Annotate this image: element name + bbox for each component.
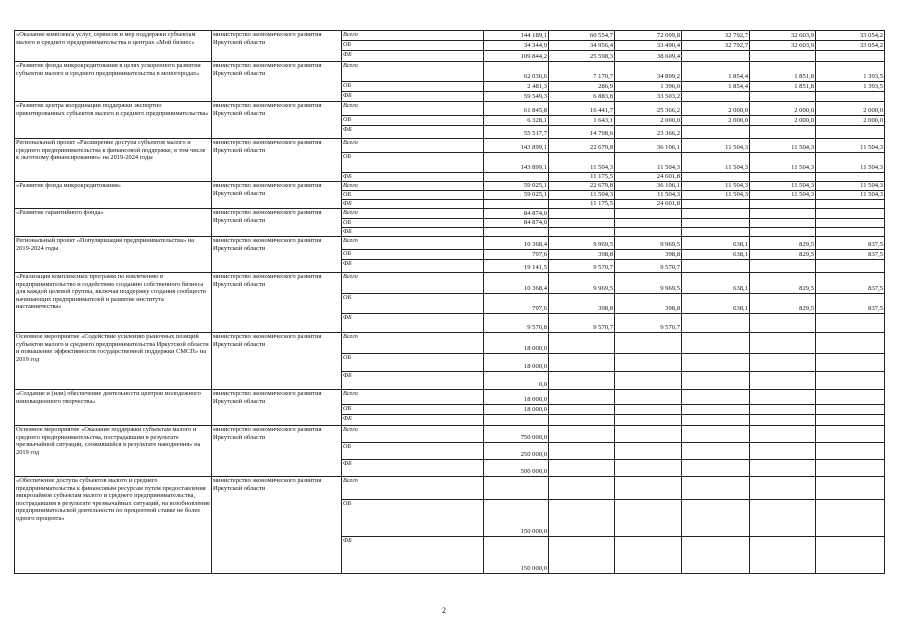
table-row: [15, 209, 885, 219]
amount-cell: [549, 209, 615, 219]
amount-cell: [750, 200, 816, 209]
funding-source-label: Всего: [342, 62, 484, 82]
amount-cell: 398,8: [549, 294, 615, 314]
amount-cell: 60 554,7: [549, 31, 615, 41]
measure-name: «Создание и (или) обеспечение деятельности центров молодежного инновационного творчества»: [15, 390, 212, 426]
amount-cell: [615, 500, 682, 537]
amount-cell: 7 170,7: [549, 62, 615, 82]
amount-cell: 10 368,4: [484, 237, 549, 250]
funding-source-label: ФБ: [342, 228, 484, 237]
amount-cell: [615, 405, 682, 415]
amount-cell: [682, 500, 750, 537]
amount-cell: [816, 477, 885, 500]
amount-cell: [615, 460, 682, 477]
amount-cell: 9 570,7: [549, 260, 615, 273]
amount-cell: 1 854,4: [682, 82, 750, 92]
amount-cell: 2 000,0: [750, 102, 816, 116]
amount-cell: 2 000,0: [816, 116, 885, 126]
amount-cell: 1 393,5: [816, 82, 885, 92]
amount-cell: [750, 415, 816, 426]
amount-cell: 36 106,1: [615, 139, 682, 153]
amount-cell: 33 490,4: [615, 41, 682, 51]
amount-cell: [615, 390, 682, 405]
amount-cell: 18 000,0: [484, 390, 549, 405]
amount-cell: [750, 460, 816, 477]
amount-cell: [549, 354, 615, 372]
amount-cell: 2 000,0: [615, 116, 682, 126]
amount-cell: [682, 260, 750, 273]
amount-cell: 84 874,0: [484, 209, 549, 219]
amount-cell: 11 504,3: [549, 191, 615, 200]
amount-cell: 144 189,1: [484, 31, 549, 41]
amount-cell: 32 792,7: [682, 41, 750, 51]
measure-name: Основное мероприятие «Содействие усилению рыночных позиций субъектов малого и среднего предпринимательства Иркутской области и повышение эффективности государственной поддержки СМСП» на 2019 год: [15, 333, 212, 390]
amount-cell: 829,5: [750, 273, 816, 294]
measure-name: «Реализация комплексных программ по вовлечению в предпринимательство и содействию созданию собственного бизнеса для каждой целевой группы, включая поддержку создания сообществ начинающих предпринимателей и развитие института наставничества»: [15, 273, 212, 333]
amount-cell: [816, 126, 885, 139]
amount-cell: [682, 51, 750, 62]
amount-cell: 1 396,0: [615, 82, 682, 92]
amount-cell: 23 366,2: [615, 126, 682, 139]
amount-cell: 22 679,8: [549, 182, 615, 191]
amount-cell: 11 504,3: [816, 182, 885, 191]
funding-source-label: Всего: [342, 426, 484, 443]
amount-cell: [750, 126, 816, 139]
funding-source-label: Всего: [342, 273, 484, 294]
amount-cell: 36 106,1: [615, 182, 682, 191]
amount-cell: 1 851,8: [750, 82, 816, 92]
measure-name: «Оказание комплекса услуг, сервисов и мер поддержки субъектам малого и среднего предпринимательства в центрах «Мой бизнес»: [15, 31, 212, 62]
amount-cell: 9 969,5: [615, 237, 682, 250]
amount-cell: [816, 500, 885, 537]
funding-source-label: ФБ: [342, 200, 484, 209]
amount-cell: [615, 537, 682, 574]
funding-source-label: Всего: [342, 333, 484, 354]
funding-source-label: ОБ: [342, 443, 484, 460]
amount-cell: 59 549,3: [484, 92, 549, 102]
amount-cell: 25 366,2: [615, 102, 682, 116]
executor-name: министерство экономического развития Иркутской области: [212, 209, 342, 237]
amount-cell: [682, 390, 750, 405]
amount-cell: [549, 460, 615, 477]
budget-table: [14, 30, 885, 574]
amount-cell: [816, 426, 885, 443]
executor-name: министерство экономического развития Иркутской области: [212, 390, 342, 426]
amount-cell: [615, 219, 682, 228]
executor-name: министерство экономического развития Иркутской области: [212, 102, 342, 139]
amount-cell: [816, 415, 885, 426]
amount-cell: 61 845,8: [484, 102, 549, 116]
amount-cell: [750, 51, 816, 62]
amount-cell: [682, 415, 750, 426]
funding-source-label: ОБ: [342, 250, 484, 260]
amount-cell: 24 601,8: [615, 173, 682, 182]
amount-cell: 1 643,1: [549, 116, 615, 126]
amount-cell: 638,1: [682, 237, 750, 250]
amount-cell: 24 601,8: [615, 200, 682, 209]
amount-cell: [484, 200, 549, 209]
amount-cell: 14 798,6: [549, 126, 615, 139]
amount-cell: [750, 260, 816, 273]
amount-cell: 9 570,7: [615, 314, 682, 333]
amount-cell: [682, 354, 750, 372]
table-row: [15, 237, 885, 250]
amount-cell: [682, 314, 750, 333]
amount-cell: [816, 200, 885, 209]
amount-cell: [750, 333, 816, 354]
funding-source-label: ФБ: [342, 372, 484, 390]
amount-cell: 1 854,4: [682, 62, 750, 82]
amount-cell: [682, 209, 750, 219]
amount-cell: [615, 372, 682, 390]
amount-cell: 2 000,0: [682, 102, 750, 116]
amount-cell: 797,6: [484, 294, 549, 314]
amount-cell: 1 393,5: [816, 62, 885, 82]
amount-cell: [549, 219, 615, 228]
amount-cell: 59 025,1: [484, 191, 549, 200]
executor-name: министерство экономического развития Иркутской области: [212, 477, 342, 574]
amount-cell: [750, 173, 816, 182]
table-body: [15, 31, 885, 574]
amount-cell: 59 025,1: [484, 182, 549, 191]
amount-cell: [549, 477, 615, 500]
amount-cell: 143 899,1: [484, 139, 549, 153]
amount-cell: [816, 537, 885, 574]
amount-cell: 398,8: [615, 250, 682, 260]
amount-cell: 34 899,2: [615, 62, 682, 82]
amount-cell: [816, 333, 885, 354]
funding-source-label: ОБ: [342, 219, 484, 228]
table-row: [15, 182, 885, 191]
amount-cell: 829,5: [750, 250, 816, 260]
amount-cell: 2 481,3: [484, 82, 549, 92]
table-row: [15, 102, 885, 116]
funding-source-label: ФБ: [342, 173, 484, 182]
amount-cell: [816, 372, 885, 390]
amount-cell: [682, 92, 750, 102]
amount-cell: 750 000,0: [484, 426, 549, 443]
measure-name: Региональный проект «Расширение доступа субъектов малого и среднего предпринимательства к финансовой поддержке, в том числе к льготному финансированию» на 2019-2024 годы: [15, 139, 212, 182]
amount-cell: [615, 354, 682, 372]
amount-cell: 500 000,0: [484, 460, 549, 477]
amount-cell: 837,5: [816, 237, 885, 250]
executor-name: министерство экономического развития Иркутской области: [212, 62, 342, 102]
page-number: 2: [442, 606, 446, 615]
amount-cell: [750, 477, 816, 500]
amount-cell: [816, 173, 885, 182]
amount-cell: 11 504,3: [682, 139, 750, 153]
measure-name: «Развитие фонда микрокредитования»: [15, 182, 212, 209]
amount-cell: 250 000,0: [484, 443, 549, 460]
amount-cell: 1 851,8: [750, 62, 816, 82]
funding-source-label: ОБ: [342, 354, 484, 372]
amount-cell: 398,8: [549, 250, 615, 260]
amount-cell: 11 175,5: [549, 173, 615, 182]
amount-cell: 150 000,0: [484, 537, 549, 574]
table-row: [15, 139, 885, 153]
amount-cell: [549, 500, 615, 537]
amount-cell: [682, 477, 750, 500]
funding-source-label: ОБ: [342, 153, 484, 173]
amount-cell: [549, 415, 615, 426]
amount-cell: [750, 537, 816, 574]
amount-cell: 18 000,0: [484, 405, 549, 415]
amount-cell: [816, 460, 885, 477]
amount-cell: 837,5: [816, 250, 885, 260]
amount-cell: 2 000,0: [682, 116, 750, 126]
funding-source-label: Всего: [342, 237, 484, 250]
funding-source-label: ФБ: [342, 537, 484, 574]
amount-cell: 9 570,8: [484, 314, 549, 333]
amount-cell: [750, 354, 816, 372]
funding-source-label: ФБ: [342, 51, 484, 62]
amount-cell: 837,5: [816, 294, 885, 314]
funding-source-label: Всего: [342, 139, 484, 153]
amount-cell: [750, 92, 816, 102]
amount-cell: 797,6: [484, 250, 549, 260]
amount-cell: 32 792,7: [682, 31, 750, 41]
measure-name: Основное мероприятие «Оказание поддержки субъектам малого и среднего предпринимательства, пострадавшим в результате чрезвычайной ситуации, сложившейся в результате наводнения» на 2019 год: [15, 426, 212, 477]
amount-cell: 11 504,3: [750, 191, 816, 200]
table-row: [15, 31, 885, 41]
amount-cell: [484, 173, 549, 182]
amount-cell: 9 570,7: [615, 260, 682, 273]
amount-cell: 19 141,5: [484, 260, 549, 273]
funding-source-label: Всего: [342, 477, 484, 500]
amount-cell: [549, 372, 615, 390]
amount-cell: 34 956,4: [549, 41, 615, 51]
amount-cell: [682, 372, 750, 390]
funding-source-label: Всего: [342, 102, 484, 116]
funding-source-label: Всего: [342, 31, 484, 41]
amount-cell: [682, 537, 750, 574]
amount-cell: 150 000,0: [484, 500, 549, 537]
amount-cell: 109 844,2: [484, 51, 549, 62]
amount-cell: 11 504,3: [750, 182, 816, 191]
amount-cell: 638,1: [682, 294, 750, 314]
measure-name: «Развитие гарантийного фонда»: [15, 209, 212, 237]
amount-cell: [816, 209, 885, 219]
amount-cell: [816, 260, 885, 273]
executor-name: министерство экономического развития Иркутской области: [212, 237, 342, 273]
amount-cell: [682, 219, 750, 228]
amount-cell: [682, 228, 750, 237]
funding-source-label: ОБ: [342, 116, 484, 126]
funding-source-label: ФБ: [342, 460, 484, 477]
amount-cell: [682, 460, 750, 477]
executor-name: министерство экономического развития Иркутской области: [212, 182, 342, 209]
funding-source-label: ОБ: [342, 500, 484, 537]
amount-cell: 33 503,2: [615, 92, 682, 102]
amount-cell: 2 000,0: [816, 102, 885, 116]
amount-cell: 11 504,3: [750, 153, 816, 173]
amount-cell: 62 030,6: [484, 62, 549, 82]
amount-cell: 25 598,3: [549, 51, 615, 62]
executor-name: министерство экономического развития Иркутской области: [212, 31, 342, 62]
amount-cell: 11 504,3: [750, 139, 816, 153]
amount-cell: 32 603,9: [750, 31, 816, 41]
amount-cell: 11 504,3: [615, 153, 682, 173]
funding-source-label: Всего: [342, 209, 484, 219]
amount-cell: [816, 51, 885, 62]
executor-name: министерство экономического развития Иркутской области: [212, 333, 342, 390]
executor-name: министерство экономического развития Иркутской области: [212, 139, 342, 182]
amount-cell: 55 517,7: [484, 126, 549, 139]
funding-source-label: ФБ: [342, 92, 484, 102]
amount-cell: 9 969,5: [615, 273, 682, 294]
amount-cell: [750, 314, 816, 333]
amount-cell: 11 504,3: [549, 153, 615, 173]
amount-cell: [615, 477, 682, 500]
amount-cell: [816, 92, 885, 102]
amount-cell: [615, 228, 682, 237]
amount-cell: 33 054,2: [816, 31, 885, 41]
amount-cell: 18 000,0: [484, 354, 549, 372]
amount-cell: 11 504,3: [682, 153, 750, 173]
amount-cell: [549, 228, 615, 237]
amount-cell: 32 603,9: [750, 41, 816, 51]
amount-cell: 6 328,1: [484, 116, 549, 126]
amount-cell: [615, 333, 682, 354]
amount-cell: 11 504,3: [816, 139, 885, 153]
amount-cell: [682, 405, 750, 415]
table-row: [15, 333, 885, 354]
amount-cell: [816, 405, 885, 415]
amount-cell: 829,5: [750, 237, 816, 250]
amount-cell: [750, 405, 816, 415]
amount-cell: 398,8: [615, 294, 682, 314]
funding-source-label: Всего: [342, 390, 484, 405]
amount-cell: [750, 372, 816, 390]
amount-cell: 11 504,3: [682, 182, 750, 191]
measure-name: «Обеспечение доступа субъектов малого и среднего предпринимательства к финансовым ресурсам путем предоставления микрозаймов субъектам малого и среднего предпринимательства, пострадавшим в результате чрезвычайных ситуаций, на возобновление предпринимательской деятельности по процентной ставке не более одного процента»: [15, 477, 212, 574]
funding-source-label: ФБ: [342, 415, 484, 426]
amount-cell: [816, 443, 885, 460]
amount-cell: [816, 219, 885, 228]
amount-cell: [816, 390, 885, 405]
amount-cell: 38 609,4: [615, 51, 682, 62]
amount-cell: 11 504,3: [816, 153, 885, 173]
funding-source-label: ОБ: [342, 82, 484, 92]
amount-cell: 34 344,9: [484, 41, 549, 51]
amount-cell: 829,5: [750, 294, 816, 314]
amount-cell: [615, 443, 682, 460]
amount-cell: [682, 333, 750, 354]
funding-source-label: ФБ: [342, 126, 484, 139]
amount-cell: [549, 426, 615, 443]
amount-cell: [682, 443, 750, 460]
amount-cell: [816, 354, 885, 372]
amount-cell: [484, 228, 549, 237]
amount-cell: 33 054,2: [816, 41, 885, 51]
funding-source-label: ФБ: [342, 260, 484, 273]
amount-cell: 72 099,8: [615, 31, 682, 41]
amount-cell: 11 504,3: [816, 191, 885, 200]
amount-cell: 9 969,5: [549, 273, 615, 294]
amount-cell: 6 883,8: [549, 92, 615, 102]
table-row: [15, 426, 885, 443]
amount-cell: [682, 200, 750, 209]
amount-cell: [750, 426, 816, 443]
executor-name: министерство экономического развития Иркутской области: [212, 426, 342, 477]
amount-cell: 837,5: [816, 273, 885, 294]
amount-cell: [750, 500, 816, 537]
amount-cell: [615, 415, 682, 426]
table-row: [15, 477, 885, 500]
table-row: [15, 62, 885, 82]
measure-name: «Развитие центра координации поддержки экспортно ориентированных субъектов малого и среднего предпринимательства»: [15, 102, 212, 139]
amount-cell: 0,0: [484, 372, 549, 390]
amount-cell: 2 000,0: [750, 116, 816, 126]
amount-cell: [549, 443, 615, 460]
amount-cell: 22 679,8: [549, 139, 615, 153]
amount-cell: [615, 209, 682, 219]
amount-cell: [816, 314, 885, 333]
amount-cell: 638,1: [682, 273, 750, 294]
amount-cell: 84 874,0: [484, 219, 549, 228]
amount-cell: [549, 390, 615, 405]
amount-cell: [750, 228, 816, 237]
amount-cell: [484, 477, 549, 500]
amount-cell: [549, 333, 615, 354]
measure-name: «Развитие фонда микрокредитования в целях ускоренного развития субъектов малого и среднего предпринимательства в моногородах»: [15, 62, 212, 102]
amount-cell: [682, 173, 750, 182]
amount-cell: 18 000,0: [484, 333, 549, 354]
funding-source-label: ОБ: [342, 191, 484, 200]
table-row: [15, 273, 885, 294]
amount-cell: 10 368,4: [484, 273, 549, 294]
amount-cell: 9 969,5: [549, 237, 615, 250]
amount-cell: 286,9: [549, 82, 615, 92]
amount-cell: 11 504,3: [615, 191, 682, 200]
amount-cell: [615, 426, 682, 443]
amount-cell: [750, 443, 816, 460]
funding-source-label: Всего: [342, 182, 484, 191]
amount-cell: [750, 390, 816, 405]
amount-cell: 9 570,7: [549, 314, 615, 333]
amount-cell: [682, 426, 750, 443]
amount-cell: 638,1: [682, 250, 750, 260]
amount-cell: [682, 126, 750, 139]
amount-cell: 11 175,5: [549, 200, 615, 209]
amount-cell: [816, 228, 885, 237]
amount-cell: 11 504,3: [682, 191, 750, 200]
measure-name: Региональный проект «Популяризация предпринимательства» на 2019-2024 годы: [15, 237, 212, 273]
funding-source-label: ОБ: [342, 41, 484, 51]
amount-cell: [549, 537, 615, 574]
amount-cell: [549, 405, 615, 415]
executor-name: министерство экономического развития Иркутской области: [212, 273, 342, 333]
table-row: [15, 390, 885, 405]
amount-cell: 143 899,1: [484, 153, 549, 173]
amount-cell: 16 441,7: [549, 102, 615, 116]
amount-cell: [750, 209, 816, 219]
funding-source-label: ОБ: [342, 294, 484, 314]
amount-cell: [484, 415, 549, 426]
amount-cell: [750, 219, 816, 228]
funding-source-label: ФБ: [342, 314, 484, 333]
funding-source-label: ОБ: [342, 405, 484, 415]
